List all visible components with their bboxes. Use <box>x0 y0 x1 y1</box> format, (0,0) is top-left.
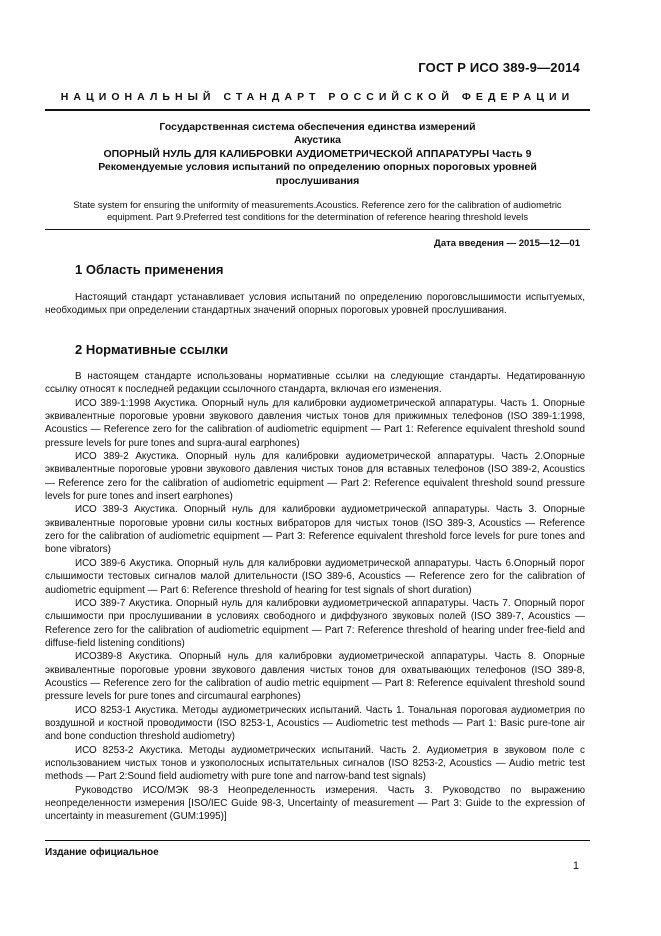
section-references-body <box>45 370 585 824</box>
page-number: 1 <box>572 860 579 872</box>
section-heading-scope: 1 Область применения <box>75 262 224 277</box>
reference-item: ИСО 389-7 Акустика. Опорный нуль для калибровки аудиометрической аппаратуры. Часть 7. Опорный порог слышимости при прослушивании в условиях свободного и диффузного звуковых полей (ISO 389-7, Acoustics — Reference zero for the calibration of audiometric equipment — Part 7: Reference threshold of hearing under free-field and diffuse-field listening conditions) <box>45 597 585 649</box>
introduction-date: Дата введения — 2015—12—01 <box>434 238 580 249</box>
reference-item: ИСО 389-3 Акустика. Опорный нуль для калибровки аудиометрической аппаратуры. Часть 3. Опорные эквивалентные пороговые уровни силы костных вибраторов для чистых тонов (ISO 389-3, Acoustics — Reference zero for the calibration of audiometric equipment — Part 3: Reference equivalent threshold force levels for pure tones and bone vibrators) <box>45 504 585 556</box>
reference-item: ИСО 389-1:1998 Акустика. Опорный нуль для калибровки аудиометрической аппаратуры. Часть 1. Опорные эквивалентные пороговые уровни звукового давления чистых тонов для прижимных телефонов (ISO 389-1:1998, Acoustics — Reference zero for the calibration of audiometric equipment — Part 1: Reference equivalent threshold sound pressure levels for pure tones and supra-aural earphones) <box>45 397 585 449</box>
title-line-main: ОПОРНЫЙ НУЛЬ ДЛЯ КАЛИБРОВКИ АУДИОМЕТРИЧЕСКОЙ АППАРАТУРЫ Часть 9 <box>103 147 532 160</box>
reference-item: ИСО 389-2 Акустика. Опорный нуль для калибровки аудиометрической аппаратуры. Часть 2.Опорные эквивалентные пороговые уровни звукового давления чистых тонов для вставных телефонов (ISO 389-2, Acoustics — Reference zero for the calibration of audiometric equipment — Part 2: Reference equivalent threshold sound pressure levels for pure tones and insert earphones) <box>45 451 585 503</box>
standard-banner: НАЦИОНАЛЬНЫЙ СТАНДАРТ РОССИЙСКОЙ ФЕДЕРАЦИИ <box>60 91 575 103</box>
edition-label: Издание официальное <box>45 847 159 858</box>
title-line-acoustics: Акустика <box>294 134 341 147</box>
english-title: State system for ensuring the uniformity of measurements.Acoustics. Reference zero for the calibration of audiometric equipment. Part 9.Preferred test conditions for the determination of reference hearing threshold levels <box>73 199 562 223</box>
title-divider <box>45 229 590 230</box>
reference-item: ИСО 8253-1 Акустика. Методы аудиометрических испытаний. Часть 1. Тональная пороговая аудиометрия по воздушной и костной проводимости (ISO 8253-1, Acoustics — Audiometric test methods — Part 1: Basic pure-tone air and bone conduction threshold audiometry) <box>45 704 585 743</box>
footer-divider <box>45 840 590 841</box>
document-code: ГОСТ Р ИСО 389-9—2014 <box>418 60 580 75</box>
reference-item: ИСО 8253-2 Акустика. Методы аудиометрических испытаний. Часть 2. Аудиометрия в звуковом поле с использованием чистых тонов и узкополосных испытательных сигналов (ISO 8253-2, Acoustics — Audio metric test methods — Part 2:Sound field audiometry with pure tone and narrow-band test signals) <box>45 744 585 783</box>
header-divider <box>45 109 590 111</box>
reference-item: ИСО389-8 Акустика. Опорный нуль для калибровки аудиометрической аппаратуры. Часть 8. Опорные эквивалентные пороговые уровни звукового давления чистых тонов для охватывающих телефонов (ISO 389-8, Acoustics — Reference zero for the calibration of audio metric equipment — Part 8: Reference equivalent threshold sound pressure levels for pure tones and circumaural earphones) <box>45 651 585 703</box>
russian-title-block <box>45 121 590 188</box>
paragraph: Настоящий стандарт устанавливает условия испытаний по определению пороговслышимости испытуемых, необходимых при определении стандартных значений опорных пороговых уровней прослушивания. <box>45 292 585 317</box>
section-scope-body <box>45 291 585 318</box>
reference-item: ИСО 389-6 Акустика. Опорный нуль для калибровки аудиометрической аппаратуры. Часть 6.Опорный порог слышимости тестовых сигналов малой длительности (ISO 389-6, Acoustics — Reference zero for the calibration of audiometric equipment — Part 6: Reference threshold of hearing for test signals of short duration) <box>45 557 585 596</box>
paragraph: В настоящем стандарте использованы нормативные ссылки на следующие стандарты. Недатированную ссылку относят к последней редакции ссылочного стандарта, включая его изменения. <box>45 371 585 396</box>
reference-item: Руководство ИСО/МЭК 98-3 Неопределенность измерения. Часть 3. Руководство по выражению неопределенности измерения [ISO/IEC Guide 98-3, Uncertainty of measurement — Part 3: Guide to the expression of uncertainty in measurement (GUM:1995)] <box>45 784 585 823</box>
title-line-subtitle: Рекомендуемые условия испытаний по определению опорных пороговых уровней <box>98 161 537 174</box>
section-heading-references: 2 Нормативные ссылки <box>75 342 229 357</box>
title-line-system: Государственная система обеспечения единства измерений <box>159 121 476 133</box>
title-line-subtitle-end: прослушивания <box>275 174 360 187</box>
